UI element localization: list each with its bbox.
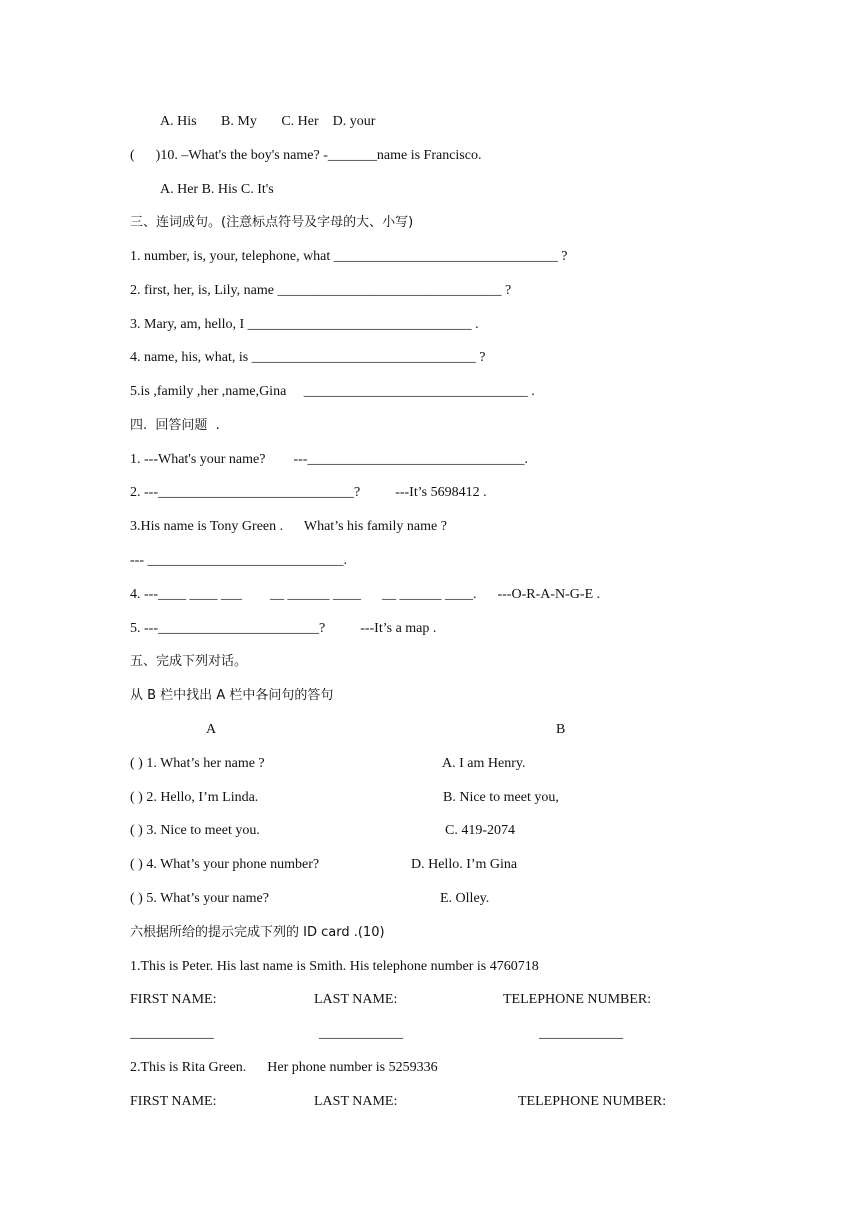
id-card-1-first-name-label: FIRST NAME: [130, 992, 217, 1007]
match-answer-c: C. 419-2074 [445, 823, 515, 838]
id-card-1-last-name-label: LAST NAME: [314, 992, 398, 1007]
section-5-title: 五、完成下列对话。 [130, 654, 248, 669]
q10-options: A. Her B. His C. It's [160, 182, 274, 197]
id-card-1-telephone-label: TELEPHONE NUMBER: [503, 992, 652, 1007]
match-answer-e: E. Olley. [440, 891, 490, 906]
section-3-title: 三、连词成句。(注意标点符号及字母的大、小写) [130, 215, 414, 230]
match-question-4: ( ) 4. What’s your phone number? [130, 857, 320, 872]
match-question-1: ( ) 1. What’s her name ? [130, 756, 265, 771]
section-6-title: 六根据所给的提示完成下列的 ID card .(10) [130, 925, 385, 940]
section-3-item-1: 1. number, is, your, telephone, what ________________________________ ? [130, 249, 568, 264]
section-4-item-1: 1. ---What's your name? ---_______________________________. [130, 452, 528, 467]
section-4-item-3-answer: --- ____________________________. [130, 553, 347, 568]
section-4-title: 四. 回答问题 . [130, 418, 220, 433]
section-3-item-3: 3. Mary, am, hello, I ________________________________ . [130, 317, 479, 332]
id-card-1-telephone-blank: ____________ [539, 1026, 623, 1041]
column-b-header: B [556, 722, 566, 737]
id-card-1-first-name-blank: ____________ [130, 1026, 214, 1041]
id-card-1-last-name-blank: ____________ [319, 1026, 403, 1041]
section-3-item-5: 5.is ,family ,her ,name,Gina ________________________________ . [130, 384, 535, 399]
section-5-instruction: 从 B 栏中找出 A 栏中各问句的答句 [130, 688, 334, 703]
match-question-5: ( ) 5. What’s your name? [130, 891, 269, 906]
match-question-2: ( ) 2. Hello, I’m Linda. [130, 790, 259, 805]
match-answer-d: D. Hello. I’m Gina [411, 857, 518, 872]
match-answer-b: B. Nice to meet you, [443, 790, 559, 805]
section-4-item-5: 5. ---_______________________? ---It’s a map . [130, 621, 437, 636]
section-4-item-4: 4. ---____ ____ ___ __ ______ ____ __ ______ ____. ---O-R-A-N-G-E . [130, 587, 601, 602]
id-card-2-last-name-label: LAST NAME: [314, 1094, 398, 1109]
id-card-2-telephone-label: TELEPHONE NUMBER: [518, 1094, 667, 1109]
id-card-2-prompt: 2.This is Rita Green. Her phone number is 5259336 [130, 1060, 438, 1075]
id-card-2-first-name-label: FIRST NAME: [130, 1094, 217, 1109]
q9-options: A. His B. My C. Her D. your [160, 114, 376, 129]
section-3-item-4: 4. name, his, what, is ________________________________ ? [130, 350, 486, 365]
column-a-header: A [206, 722, 217, 737]
q10-question: ( )10. –What's the boy's name? -_______name is Francisco. [130, 148, 482, 163]
id-card-1-prompt: 1.This is Peter. His last name is Smith. His telephone number is 4760718 [130, 959, 539, 974]
section-3-item-2: 2. first, her, is, Lily, name ________________________________ ? [130, 283, 512, 298]
section-4-item-3: 3.His name is Tony Green . What’s his family name ? [130, 519, 447, 534]
match-answer-a: A. I am Henry. [442, 756, 526, 771]
match-question-3: ( ) 3. Nice to meet you. [130, 823, 260, 838]
section-4-item-2: 2. ---____________________________? ---It’s 5698412 . [130, 485, 487, 500]
